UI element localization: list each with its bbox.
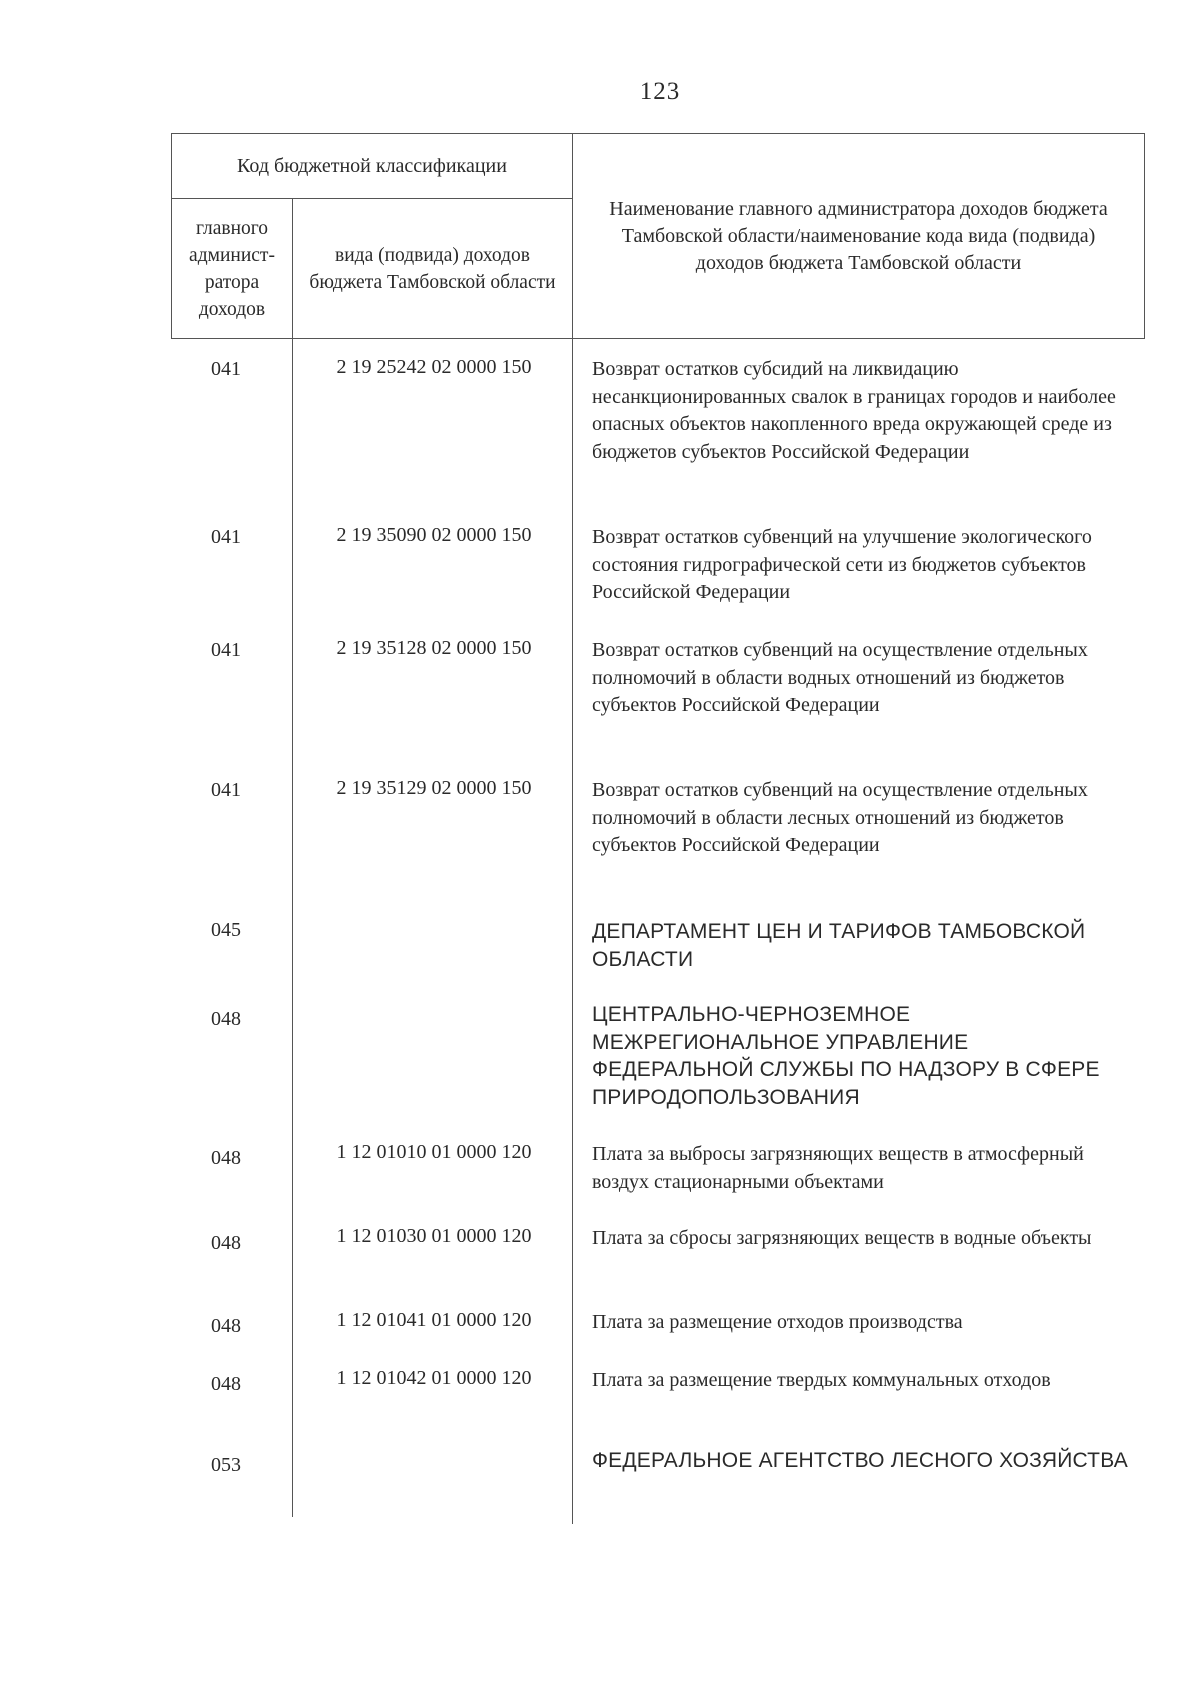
column-divider	[572, 339, 573, 1524]
admin-code: 048	[211, 1315, 241, 1337]
revenue-code: 2 19 35090 02 0000 150	[336, 524, 532, 546]
revenue-name: Возврат остатков субвенций на осуществление отдельных полномочий в области водных отношений из бюджетов субъектов Российской Федерации	[592, 639, 1088, 716]
header-revenue-type-code: вида (подвида) доходов бюджета Тамбовской области	[293, 199, 573, 338]
revenue-code: 1 12 01041 01 0000 120	[336, 1309, 532, 1331]
revenue-code: 2 19 35129 02 0000 150	[336, 777, 532, 799]
revenue-name: Возврат остатков субвенций на осуществление отдельных полномочий в области лесных отношений из бюджетов субъектов Российской Федерации	[592, 779, 1088, 856]
table-header	[171, 133, 1145, 339]
revenue-name: Плата за размещение твердых коммунальных отходов	[592, 1369, 1051, 1391]
revenue-code: 1 12 01010 01 0000 120	[336, 1141, 532, 1163]
administrator-name: ЦЕНТРАЛЬНО-ЧЕРНОЗЕМНОЕ МЕЖРЕГИОНАЛЬНОЕ УПРАВЛЕНИЕ ФЕДЕРАЛЬНОЙ СЛУЖБЫ ПО НАДЗОРУ В СФЕРЕ ПРИРОДОПОЛЬЗОВАНИЯ	[592, 1003, 1100, 1109]
header-administrator-name: Наименование главного администратора доходов бюджета Тамбовской области/наименование кода вида (подвида) доходов бюджета Тамбовской области	[609, 197, 1108, 274]
revenue-name: Плата за выбросы загрязняющих веществ в атмосферный воздух стационарными объектами	[592, 1143, 1084, 1193]
admin-code: 041	[211, 526, 241, 548]
administrator-name: ФЕДЕРАЛЬНОЕ АГЕНТСТВО ЛЕСНОГО ХОЗЯЙСТВА	[592, 1449, 1128, 1472]
header-budget-classification-code: Код бюджетной классификации	[172, 134, 573, 199]
admin-code: 048	[211, 1147, 241, 1169]
revenue-code: 1 12 01030 01 0000 120	[336, 1225, 532, 1247]
revenue-name: Плата за сбросы загрязняющих веществ в водные объекты	[592, 1227, 1092, 1249]
admin-code: 053	[211, 1454, 241, 1476]
page-number: 123	[639, 78, 681, 105]
revenue-name: Возврат остатков субсидий на ликвидацию несанкционированных свалок в границах городов и наиболее опасных объектов накопленного вреда окружающей среде из бюджетов субъектов Российской Федерации	[592, 358, 1116, 463]
admin-code: 041	[211, 358, 241, 380]
admin-code: 045	[211, 919, 241, 941]
header-main-administrator: главного админист-ратора доходов	[172, 199, 293, 338]
revenue-code: 1 12 01042 01 0000 120	[336, 1367, 532, 1389]
revenue-name: Плата за размещение отходов производства	[592, 1311, 963, 1333]
admin-code: 048	[211, 1373, 241, 1395]
revenue-code: 2 19 35128 02 0000 150	[336, 637, 532, 659]
admin-code: 041	[211, 779, 241, 801]
admin-code: 048	[211, 1008, 241, 1030]
revenue-code: 2 19 25242 02 0000 150	[336, 356, 532, 378]
revenue-name: Возврат остатков субвенций на улучшение экологического состояния гидрографической сети из бюджетов субъектов Российской Федерации	[592, 526, 1092, 603]
administrator-name: ДЕПАРТАМЕНТ ЦЕН И ТАРИФОВ ТАМБОВСКОЙ ОБЛАСТИ	[592, 920, 1086, 971]
admin-code: 041	[211, 639, 241, 661]
admin-code: 048	[211, 1232, 241, 1254]
column-divider	[292, 339, 293, 1517]
